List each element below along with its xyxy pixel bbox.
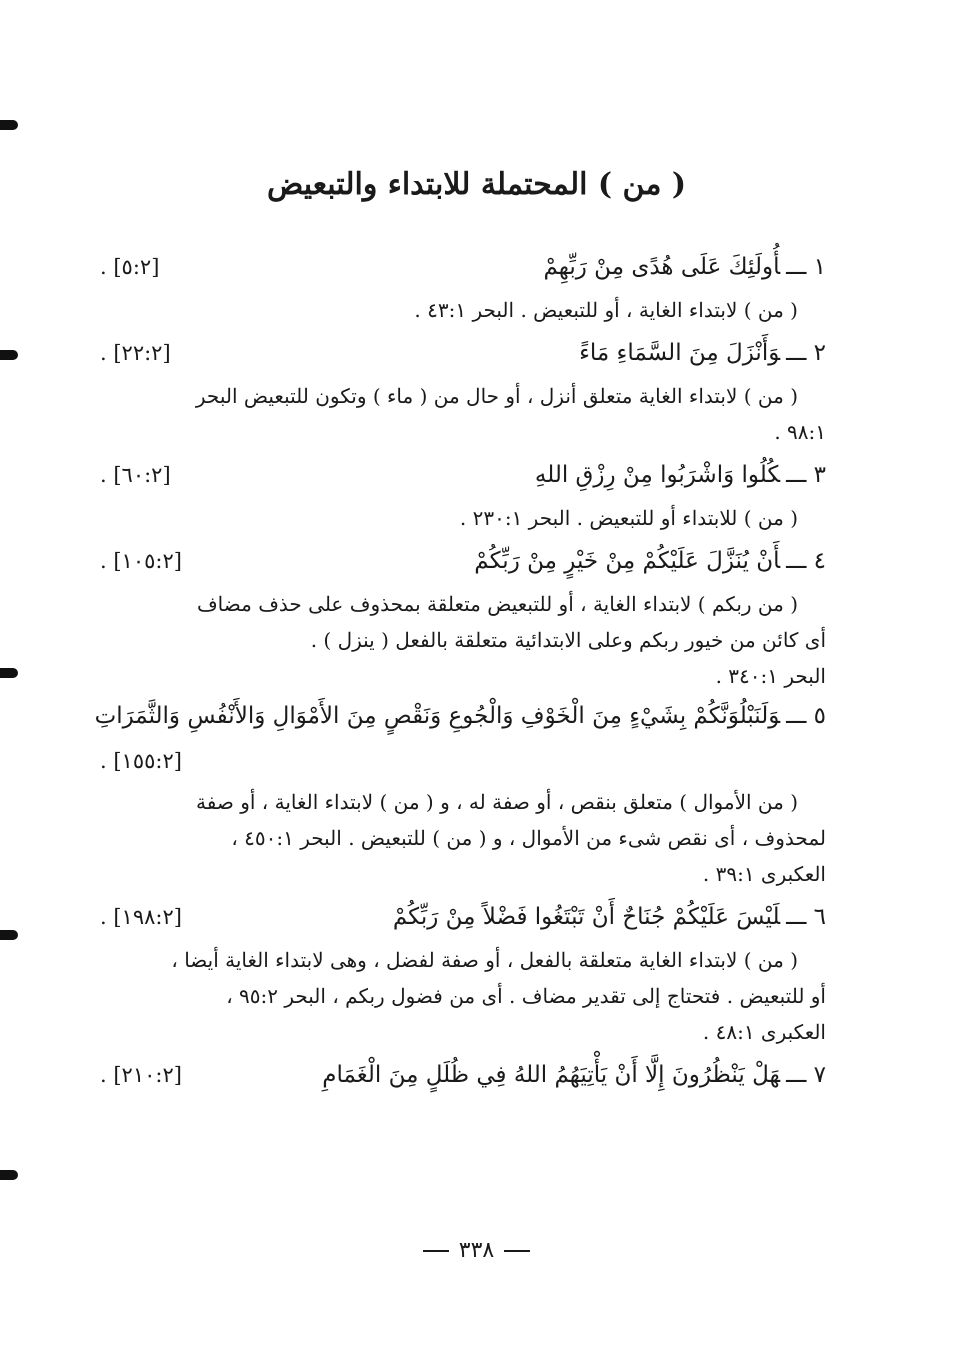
- verse-text: [393, 892, 826, 942]
- scan-edge-mark: [0, 1170, 18, 1180]
- entries-list: [94, 242, 826, 1100]
- verse-line: [100, 242, 826, 292]
- entry-1: [100, 242, 826, 328]
- verse-text: [579, 328, 826, 378]
- entry-number: ٧ ـــ: [786, 1062, 826, 1088]
- page-number: ٣٣٨: [458, 1238, 495, 1263]
- page-footer: [0, 1236, 953, 1266]
- scan-edge-mark: [0, 120, 18, 130]
- commentary: [100, 784, 826, 892]
- verse-reference: [٢١٠:٢] .: [100, 1063, 182, 1087]
- quran-verse: هَلْ يَنْظُرُونَ إِلَّا أَنْ يَأْتِيَهُمُ اللهُ فِي ظُلَلٍ مِنَ الْغَمَامِ: [322, 1062, 781, 1088]
- verse-text: [474, 536, 826, 586]
- entry-7: [100, 1050, 826, 1100]
- commentary-line: ٩٨:١ .: [774, 420, 826, 444]
- quran-verse: كُلُوا وَاشْرَبُوا مِنْ رِزْقِ اللهِ: [534, 462, 781, 488]
- quran-verse: أُولَئِكَ عَلَى هُدًى مِنْ رَبِّهِمْ: [543, 254, 781, 280]
- verse-text: [322, 1050, 826, 1100]
- entry-number: ٤ ـــ: [786, 548, 826, 574]
- verse-line: [100, 328, 826, 378]
- verse-line: [94, 694, 826, 738]
- scan-edge-mark: [0, 668, 18, 678]
- footer-dash: [504, 1250, 530, 1252]
- footer-dash: [423, 1250, 449, 1252]
- entry-3: [100, 450, 826, 536]
- commentary-line: ( من ربكم ) لابتداء الغاية ، أو للتبعيض متعلقة بمحذوف على حذف مضاف: [196, 592, 798, 616]
- quran-verse: لَيْسَ عَلَيْكُمْ جُنَاحٌ أَنْ تَبْتَغُوا فَضْلاً مِنْ رَبِّكُمْ: [392, 904, 781, 930]
- commentary-line: ( من الأموال ) متعلق بنقص ، أو صفة له ، و ( من ) لابتداء الغاية ، أو صفة: [196, 790, 798, 814]
- page-title: ( من ) المحتملة للابتداء والتبعيض: [266, 167, 687, 202]
- verse-text: [95, 694, 826, 738]
- entry-2: [100, 328, 826, 450]
- verse-line: [100, 892, 826, 942]
- verse-text: [543, 242, 826, 292]
- commentary-line: ( من ) للابتداء أو للتبعيض . البحر ٢٣٠:١ .: [459, 506, 798, 530]
- entry-number: ٥ ـــ: [786, 703, 826, 729]
- verse-line: [100, 450, 826, 500]
- scan-edge-mark: [0, 930, 18, 940]
- quran-verse: أَنْ يُنَزَّلَ عَلَيْكُمْ مِنْ خَيْرٍ مِنْ رَبِّكُمْ: [474, 548, 781, 574]
- entry-6: [100, 892, 826, 1050]
- verse-reference: [١٠٥:٢] .: [100, 549, 182, 573]
- quran-verse: وَأَنْزَلَ مِنَ السَّمَاءِ مَاءً: [579, 340, 781, 366]
- commentary-line: ( من ) لابتداء الغاية متعلقة بالفعل ، أو صفة لفضل ، وهى لابتداء الغاية أيضا ،: [171, 948, 798, 972]
- entry-5: [94, 694, 826, 892]
- commentary-line: ( من ) لابتداء الغاية ، أو للتبعيض . البحر ٤٣:١ .: [414, 298, 798, 322]
- verse-line: [100, 1050, 826, 1100]
- commentary-line: العكبرى ٤٨:١ .: [702, 1020, 826, 1044]
- verse-reference: [٥:٢] .: [100, 255, 160, 279]
- commentary-line: العكبرى ٣٩:١ .: [702, 862, 826, 886]
- entry-number: ١ ـــ: [786, 254, 826, 280]
- commentary: [100, 292, 826, 328]
- verse-reference: [٢٢:٢] .: [100, 341, 171, 365]
- entry-4: [100, 536, 826, 694]
- entry-number: ٢ ـــ: [786, 340, 826, 366]
- verse-reference: [١٩٨:٢] .: [100, 905, 182, 929]
- verse-reference: [١٥٥:٢] .: [100, 749, 182, 773]
- commentary: [100, 942, 826, 1050]
- commentary-line: أو للتبعيض . فتحتاج إلى تقدير مضاف . أى من فضول ربكم ، البحر ٩٥:٢ ،: [226, 984, 826, 1008]
- commentary: [100, 500, 826, 536]
- verse-reference: [٦٠:٢] .: [100, 463, 171, 487]
- verse-text: [535, 450, 826, 500]
- quran-verse: وَلَنَبْلُوَنَّكُمْ بِشَيْءٍ مِنَ الْخَوْفِ وَالْجُوعِ وَنَقْصٍ مِنَ الأَمْوَالِ وَالأَنْفُسِ وَالثَّمَرَاتِ: [94, 703, 781, 729]
- commentary-line: البحر ٣٤٠:١ .: [715, 664, 826, 688]
- commentary: [100, 378, 826, 450]
- entry-number: ٣ ـــ: [786, 462, 826, 488]
- commentary-line: أى كائن من خيور ربكم وعلى الابتدائية متعلقة بالفعل ( ينزل ) .: [310, 628, 826, 652]
- scan-edge-mark: [0, 350, 18, 360]
- entry-number: ٦ ـــ: [786, 904, 826, 930]
- verse-line: [100, 536, 826, 586]
- commentary: [100, 586, 826, 694]
- commentary-line: لمحذوف ، أى نقص شىء من الأموال ، و ( من ) للتبعيض . البحر ٤٥٠:١ ،: [231, 826, 826, 850]
- commentary-line: ( من ) لابتداء الغاية متعلق أنزل ، أو حال من ( ماء ) وتكون للتبعيض البحر: [195, 384, 798, 408]
